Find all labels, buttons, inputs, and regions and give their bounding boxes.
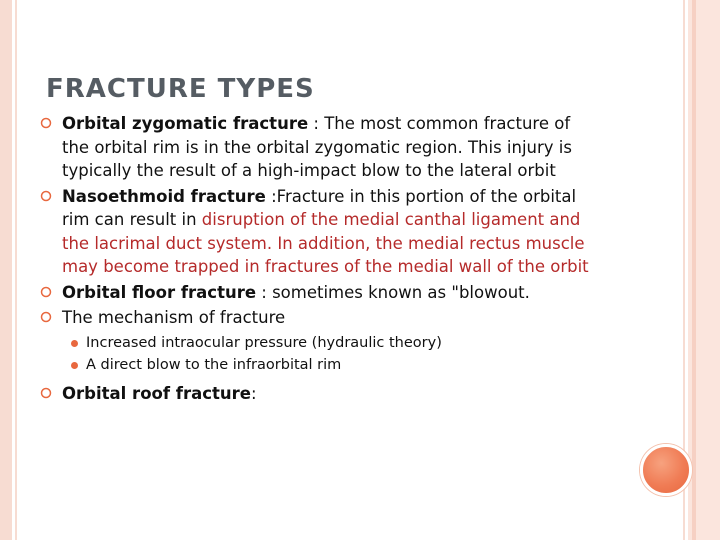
- item-text: The mechanism of fracture: [62, 308, 286, 327]
- circle-bullet-icon: [40, 190, 52, 202]
- circle-bullet-icon: [40, 117, 52, 129]
- left-border-decoration: [0, 0, 12, 540]
- orange-circle-decoration: [640, 444, 692, 496]
- item-lead: Orbital floor fracture: [62, 282, 257, 302]
- circle-bullet-icon: [40, 311, 52, 323]
- left-border-line: [15, 0, 17, 540]
- item-lead: Nasoethmoid fracture: [62, 186, 266, 206]
- sub-item-text: A direct blow to the infraorbital rim: [86, 356, 342, 373]
- slide-title: FRACTURE TYPES: [46, 74, 315, 104]
- right-border-inner-stripe: [692, 0, 696, 540]
- sub-list-item: [40, 332, 600, 354]
- item-lead: Orbital zygomatic fracture: [62, 114, 309, 133]
- list-item: [40, 281, 600, 305]
- list-item: [40, 306, 600, 330]
- sub-item-text: Increased intraocular pressure (hydraulic theory): [86, 334, 442, 351]
- item-highlight: disruption of the medial canthal ligament and the lacrimal duct system. In addition, the medial rectus muscle may become trapped in fractures of the medial wall of the orbit: [62, 210, 589, 276]
- item-lead: Orbital roof fracture: [62, 383, 251, 403]
- list-item: [40, 185, 600, 279]
- list-item: [40, 382, 600, 406]
- item-text: : The most common fracture of the orbital rim is in the orbital zygomatic region. This injury is typically the result of a high-impact blow to the lateral orbit: [62, 114, 572, 180]
- dot-bullet-icon: [71, 362, 78, 369]
- list-item: [40, 112, 600, 183]
- slide-content: [40, 112, 600, 407]
- item-text: : sometimes known as "blowout.: [256, 282, 530, 302]
- dot-bullet-icon: [71, 340, 78, 347]
- item-text: :: [250, 383, 257, 403]
- circle-bullet-icon: [40, 286, 52, 298]
- circle-bullet-icon: [40, 387, 52, 399]
- item-text: :Fracture in this portion of the orbital rim can result in: [62, 186, 577, 229]
- sub-list-item: [40, 354, 600, 376]
